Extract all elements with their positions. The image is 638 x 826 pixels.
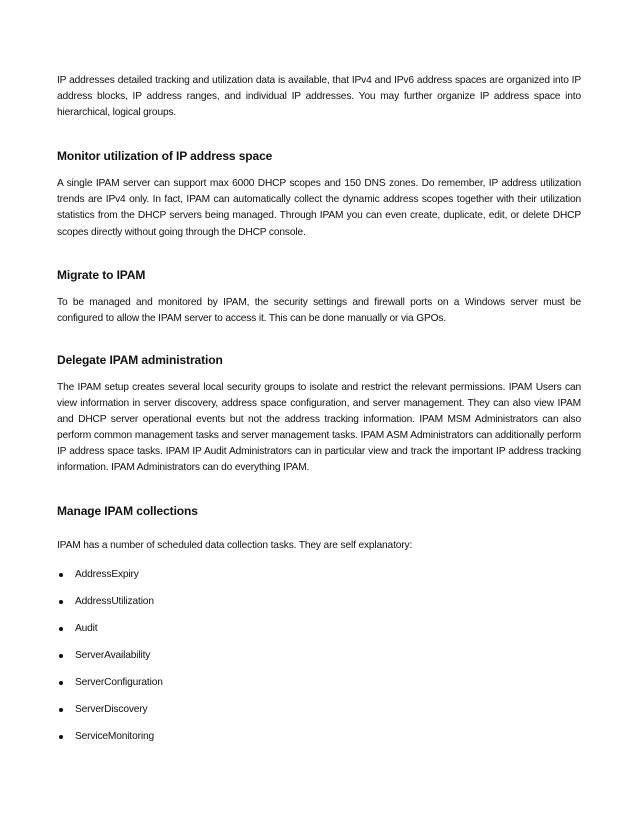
bullet-icon [59,573,63,577]
list-item [57,567,581,583]
section-text-monitor-utilization: A single IPAM server can support max 6000 DHCP scopes and 150 DNS zones. Do remember, IP address utilization trends are IPv4 only. In fact, IPAM can automatically collect the dynamic address scopes together with their utilization statistics from the DHCP servers being managed. Through IPAM you can even create, duplicate, edit, or delete DHCP scopes directly without going through the DHCP console. [57,178,581,238]
list-item-label: ServerConfiguration [75,676,163,688]
collection-task-list [57,567,581,745]
section-text-collections: IPAM has a number of scheduled data collection tasks. They are self explanatory: [57,540,413,552]
document-page [57,73,581,756]
bullet-icon [59,735,63,739]
section-heading-collections: Manage IPAM collections [57,504,198,519]
list-item-label: AddressExpiry [75,568,139,580]
list-item [57,594,581,610]
intro-paragraph: IP addresses detailed tracking and utilization data is available, that IPv4 and IPv6 address spaces are organized into IP address blocks, IP address ranges, and individual IP addresses. You may further organize IP address space into hierarchical, logical groups. [57,75,581,119]
section-heading-migrate: Migrate to IPAM [57,267,146,282]
list-item-label: ServiceMonitoring [75,730,154,742]
bullet-icon [59,681,63,685]
list-item [57,621,581,637]
list-item-label: ServerDiscovery [75,703,148,715]
list-item [57,702,581,718]
list-item-label: Audit [75,622,98,634]
bullet-icon [59,627,63,631]
list-item [57,675,581,691]
section-text-delegate: The IPAM setup creates several local security groups to isolate and restrict the relevant permissions. IPAM Users can view information in server discovery, address space configuration, and server management. They can also view IPAM and DHCP server operational events but not the address tracking information. IPAM MSM Administrators can also perform common management tasks and server management tasks. IPAM ASM Administrators can additionally perform IP address space tasks. IPAM IP Audit Administrators can in particular view and track the important IP address tracking information. IPAM Administrators can do everything IPAM. [57,381,581,474]
bullet-icon [59,654,63,658]
list-item [57,729,581,745]
section-text-migrate: To be managed and monitored by IPAM, the security settings and firewall ports on a Windows server must be configured to allow the IPAM server to access it. This can be done manually or via GPOs. [57,296,581,324]
section-heading-delegate: Delegate IPAM administration [57,352,223,367]
list-item-label: AddressUtilization [75,595,154,607]
section-heading-monitor-utilization: Monitor utilization of IP address space [57,149,273,164]
bullet-icon [59,600,63,604]
list-item [57,648,581,664]
list-item-label: ServerAvailability [75,649,151,661]
bullet-icon [59,708,63,712]
